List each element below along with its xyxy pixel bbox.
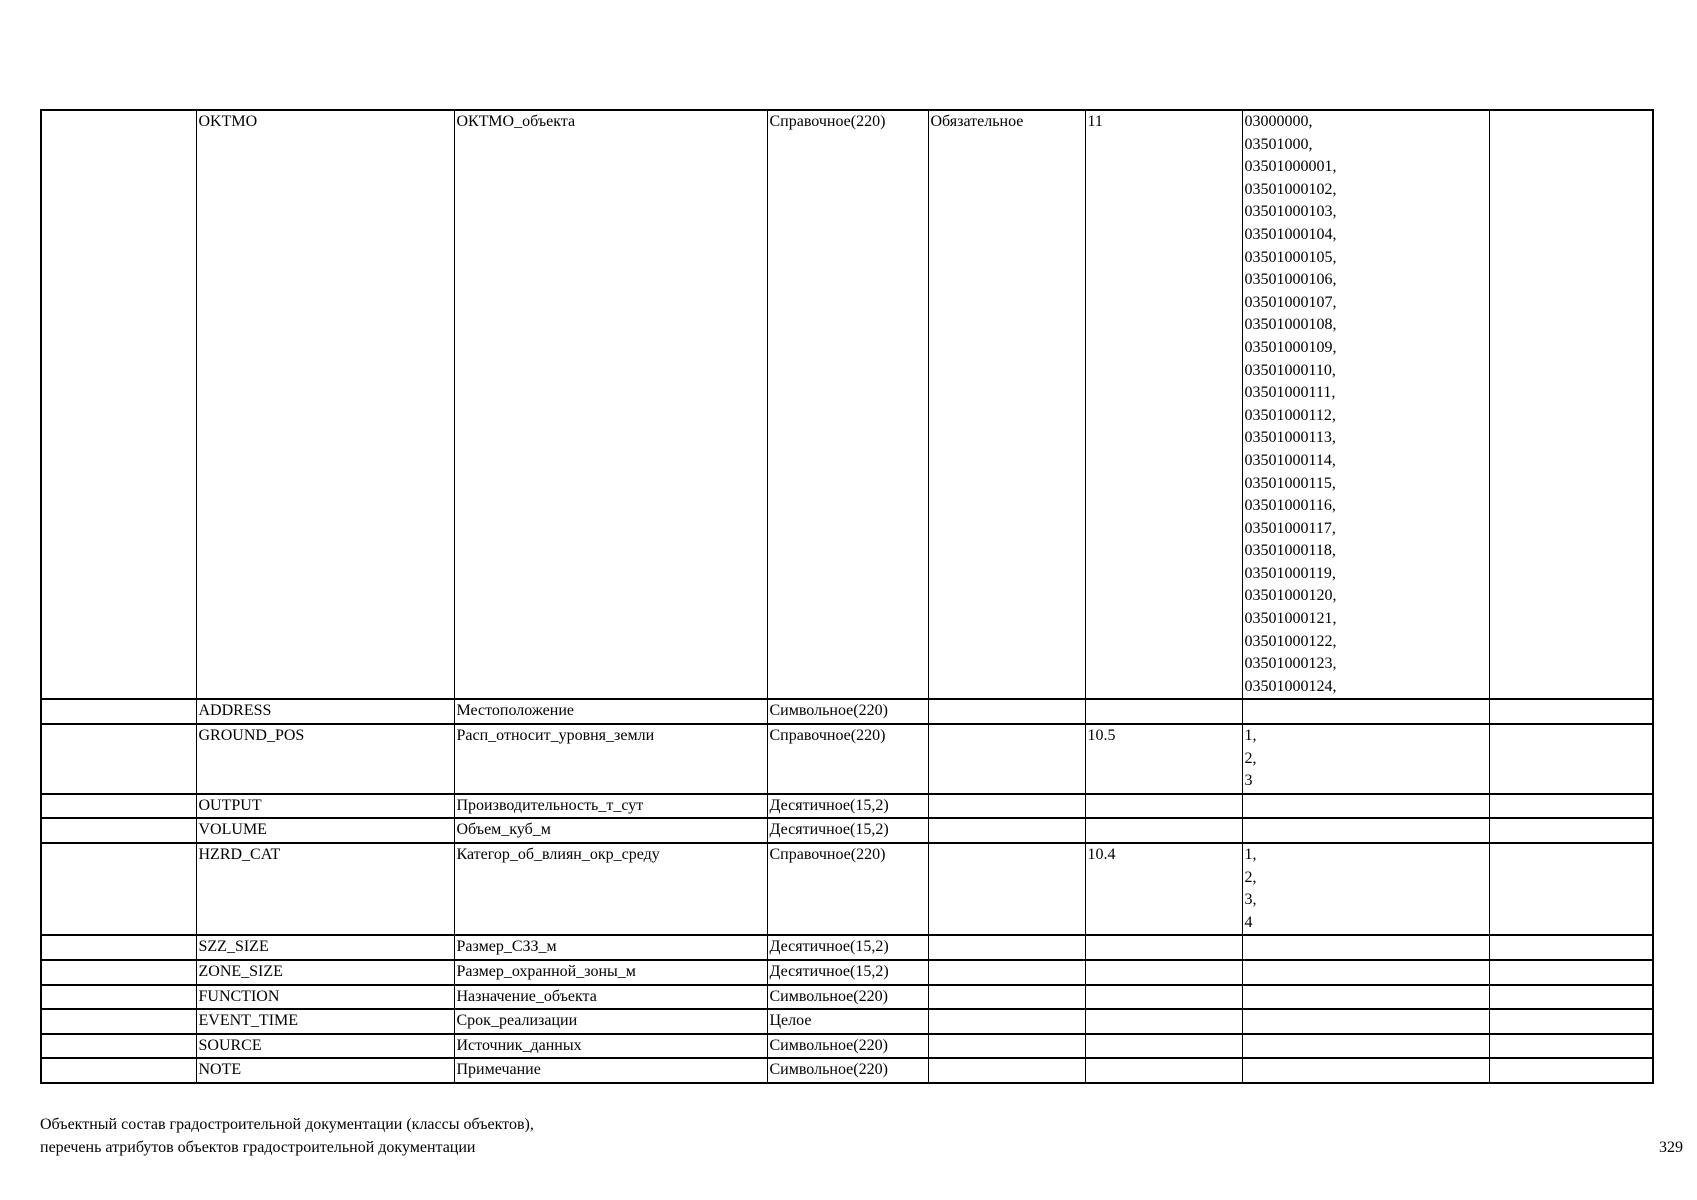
attribute-name-cell: Источник_данных [454, 1034, 767, 1059]
table-row [41, 960, 1653, 985]
attribute-code-cell: OKTMO [196, 110, 454, 699]
attribute-name-cell: Размер_охранной_зоны_м [454, 960, 767, 985]
empty-cell [1489, 699, 1653, 724]
table-row [41, 985, 1653, 1010]
required-cell [928, 1034, 1085, 1059]
values-cell [1242, 935, 1489, 960]
table-row [41, 935, 1653, 960]
attribute-code-cell: FUNCTION [196, 985, 454, 1010]
empty-cell [1489, 960, 1653, 985]
footer-line-2: перечень атрибутов объектов градостроительной документации [40, 1139, 476, 1156]
required-cell [928, 960, 1085, 985]
reference-cell [1085, 818, 1242, 843]
attribute-name-cell: Объем_куб_м [454, 818, 767, 843]
empty-cell [1489, 1009, 1653, 1034]
attribute-name-cell: ОКТМО_объекта [454, 110, 767, 699]
reference-cell [1085, 985, 1242, 1010]
attribute-type-cell: Десятичное(15,2) [767, 935, 928, 960]
empty-cell [41, 985, 196, 1010]
values-cell [1242, 985, 1489, 1010]
attribute-code-cell: HZRD_CAT [196, 843, 454, 935]
empty-cell [1489, 1034, 1653, 1059]
empty-cell [41, 699, 196, 724]
table-row [41, 1034, 1653, 1059]
required-cell [928, 985, 1085, 1010]
reference-cell [1085, 699, 1242, 724]
reference-cell: 11 [1085, 110, 1242, 699]
empty-cell [41, 843, 196, 935]
attribute-type-cell: Справочное(220) [767, 110, 928, 699]
empty-cell [1489, 935, 1653, 960]
attribute-type-cell: Десятичное(15,2) [767, 960, 928, 985]
empty-cell [1489, 985, 1653, 1010]
required-cell [928, 724, 1085, 794]
values-cell [1242, 1034, 1489, 1059]
empty-cell [41, 818, 196, 843]
table-row [41, 843, 1653, 935]
attribute-code-cell: EVENT_TIME [196, 1009, 454, 1034]
empty-cell [41, 110, 196, 699]
required-cell [928, 794, 1085, 819]
attribute-type-cell: Десятичное(15,2) [767, 794, 928, 819]
page-number: 329 [1659, 1139, 1683, 1156]
table-row [41, 1058, 1653, 1083]
required-cell [928, 1058, 1085, 1083]
required-cell [928, 935, 1085, 960]
attribute-code-cell: OUTPUT [196, 794, 454, 819]
empty-cell [1489, 794, 1653, 819]
empty-cell [41, 1009, 196, 1034]
table-row [41, 724, 1653, 794]
required-cell: Обязательное [928, 110, 1085, 699]
attribute-name-cell: Производительность_т_сут [454, 794, 767, 819]
reference-cell [1085, 794, 1242, 819]
values-cell [1242, 699, 1489, 724]
reference-cell: 10.5 [1085, 724, 1242, 794]
values-cell: 1, 2, 3 [1242, 724, 1489, 794]
table-body [41, 110, 1653, 1083]
attribute-name-cell: Примечание [454, 1058, 767, 1083]
empty-cell [41, 1058, 196, 1083]
attribute-name-cell: Назначение_объекта [454, 985, 767, 1010]
table-row [41, 794, 1653, 819]
table-row [41, 699, 1653, 724]
values-cell [1242, 1058, 1489, 1083]
values-cell [1242, 960, 1489, 985]
footer-line-1: Объектный состав градостроительной документации (классы объектов), [40, 1116, 534, 1133]
attribute-code-cell: ZONE_SIZE [196, 960, 454, 985]
values-cell [1242, 818, 1489, 843]
empty-cell [1489, 843, 1653, 935]
empty-cell [41, 724, 196, 794]
empty-cell [1489, 818, 1653, 843]
values-cell [1242, 1009, 1489, 1034]
table-row [41, 818, 1653, 843]
values-cell [1242, 794, 1489, 819]
empty-cell [41, 794, 196, 819]
empty-cell [41, 960, 196, 985]
empty-cell [1489, 1058, 1653, 1083]
attribute-name-cell: Местоположение [454, 699, 767, 724]
empty-cell [1489, 724, 1653, 794]
empty-cell [1489, 110, 1653, 699]
attribute-name-cell: Категор_об_влиян_окр_среду [454, 843, 767, 935]
reference-cell [1085, 960, 1242, 985]
empty-cell [41, 1034, 196, 1059]
reference-cell [1085, 935, 1242, 960]
attribute-code-cell: VOLUME [196, 818, 454, 843]
attribute-type-cell: Символьное(220) [767, 1058, 928, 1083]
attribute-code-cell: SZZ_SIZE [196, 935, 454, 960]
attribute-type-cell: Справочное(220) [767, 843, 928, 935]
table-row [41, 1009, 1653, 1034]
required-cell [928, 843, 1085, 935]
required-cell [928, 1009, 1085, 1034]
attribute-code-cell: ADDRESS [196, 699, 454, 724]
attributes-table [40, 109, 1654, 1084]
attribute-name-cell: Расп_относит_уровня_земли [454, 724, 767, 794]
attribute-type-cell: Символьное(220) [767, 985, 928, 1010]
attribute-type-cell: Справочное(220) [767, 724, 928, 794]
attribute-code-cell: NOTE [196, 1058, 454, 1083]
attribute-name-cell: Размер_СЗЗ_м [454, 935, 767, 960]
attribute-type-cell: Целое [767, 1009, 928, 1034]
attribute-type-cell: Десятичное(15,2) [767, 818, 928, 843]
reference-cell [1085, 1009, 1242, 1034]
attribute-name-cell: Срок_реализации [454, 1009, 767, 1034]
values-cell: 03000000, 03501000, 03501000001, 03501000102, 03501000103, 03501000104, 03501000105, 03501000106, 03501000107, 03501000108, 03501000109, 03501000110, 03501000111, 03501000112, 03501000113, 03501000114, 03501000115, 03501000116, 03501000117, 03501000118, 03501000119, 03501000120, 03501000121, 03501000122, 03501000123, 03501000124, [1242, 110, 1489, 699]
required-cell [928, 699, 1085, 724]
document-footer [40, 1113, 534, 1159]
required-cell [928, 818, 1085, 843]
reference-cell: 10.4 [1085, 843, 1242, 935]
attribute-code-cell: GROUND_POS [196, 724, 454, 794]
empty-cell [41, 935, 196, 960]
values-cell: 1, 2, 3, 4 [1242, 843, 1489, 935]
attribute-code-cell: SOURCE [196, 1034, 454, 1059]
reference-cell [1085, 1034, 1242, 1059]
table-row [41, 110, 1653, 699]
attribute-type-cell: Символьное(220) [767, 1034, 928, 1059]
reference-cell [1085, 1058, 1242, 1083]
attribute-type-cell: Символьное(220) [767, 699, 928, 724]
